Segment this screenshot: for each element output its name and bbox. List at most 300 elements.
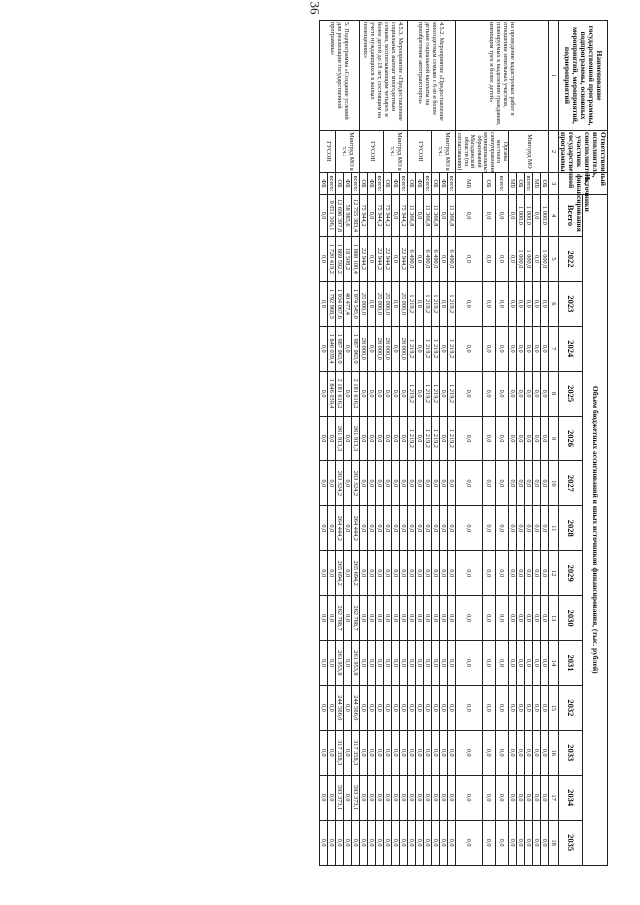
- amount-cell: 25 000,0: [376, 281, 384, 326]
- amount-cell: 0,0: [440, 551, 448, 596]
- header-year: 2025: [559, 371, 584, 416]
- row-source: всего:: [525, 173, 533, 195]
- amount-cell: 0,0: [541, 820, 549, 865]
- column-number: 16: [549, 730, 559, 775]
- amount-cell: 1 888 100,4: [352, 237, 360, 282]
- amount-cell: 0,0: [533, 820, 541, 865]
- amount-cell: 0,0: [496, 237, 509, 282]
- amount-cell: 0,0: [483, 685, 496, 730]
- amount-cell: 0,0: [328, 506, 336, 551]
- amount-cell: 0,0: [416, 820, 424, 865]
- amount-cell: 0,0: [456, 416, 483, 461]
- amount-cell: 0,0: [517, 775, 525, 820]
- amount-cell: 0,0: [496, 326, 509, 371]
- amount-cell: 0,0: [344, 461, 352, 506]
- amount-cell: 0,0: [533, 730, 541, 775]
- table-row: [400, 21, 408, 866]
- amount-cell: 0,0: [376, 775, 384, 820]
- amount-cell: 0,0: [368, 641, 376, 686]
- amount-cell: 0,0: [525, 461, 533, 506]
- row-source: всего:: [352, 173, 360, 195]
- amount-cell: 11 366,8: [424, 195, 432, 237]
- amount-cell: 0,0: [440, 371, 448, 416]
- amount-cell: 0,0: [392, 730, 400, 775]
- amount-cell: 0,0: [533, 326, 541, 371]
- amount-cell: 0,0: [384, 416, 392, 461]
- amount-cell: 0,0: [344, 551, 352, 596]
- amount-cell: 0,0: [517, 641, 525, 686]
- amount-cell: 0,0: [432, 596, 440, 641]
- amount-cell: 0,0: [517, 371, 525, 416]
- amount-cell: 0,0: [392, 416, 400, 461]
- amount-cell: 0,0: [456, 730, 483, 775]
- amount-cell: 0,0: [432, 730, 440, 775]
- table-body: [320, 21, 549, 866]
- amount-cell: 0,0: [509, 730, 517, 775]
- amount-cell: 0,0: [384, 371, 392, 416]
- amount-cell: 265 694,2: [352, 551, 360, 596]
- amount-cell: 0,0: [376, 551, 384, 596]
- amount-cell: 1 219,2: [424, 326, 432, 371]
- page-number: 36: [307, 1, 323, 15]
- amount-cell: 1 219,2: [424, 416, 432, 461]
- amount-cell: 263 324,2: [352, 461, 360, 506]
- amount-cell: 0,0: [344, 641, 352, 686]
- amount-cell: 0,0: [533, 551, 541, 596]
- amount-cell: 75 944,2: [376, 195, 384, 237]
- amount-cell: 0,0: [360, 596, 368, 641]
- column-number: 12: [549, 551, 559, 596]
- amount-cell: 0,0: [400, 596, 408, 641]
- row-source: ОБ: [408, 173, 416, 195]
- amount-cell: 0,0: [416, 416, 424, 461]
- amount-cell: 0,0: [320, 371, 328, 416]
- amount-cell: 0,0: [525, 685, 533, 730]
- amount-cell: 1 219,2: [424, 371, 432, 416]
- amount-cell: 0,0: [384, 775, 392, 820]
- row-responsible: Минтруд МО в т.ч.:: [432, 131, 456, 173]
- amount-cell: 0,0: [360, 506, 368, 551]
- header-responsible: Ответственный исполнитель, соисполнитель, участник государственной программы: [559, 132, 608, 189]
- amount-cell: 0,0: [328, 596, 336, 641]
- amount-cell: 0,0: [416, 326, 424, 371]
- amount-cell: 6 490,0: [424, 237, 432, 282]
- table-row: [448, 21, 456, 866]
- amount-cell: 0,0: [360, 371, 368, 416]
- amount-cell: 0,0: [360, 641, 368, 686]
- column-number: 17: [549, 775, 559, 820]
- row-responsible: Минтруд МО в т.ч.:: [384, 131, 408, 173]
- amount-cell: 0,0: [483, 775, 496, 820]
- amount-cell: 0,0: [440, 820, 448, 865]
- amount-cell: 0,0: [400, 730, 408, 775]
- amount-cell: 0,0: [456, 237, 483, 282]
- amount-cell: 0,0: [320, 326, 328, 371]
- amount-cell: 0,0: [432, 506, 440, 551]
- amount-cell: 0,0: [517, 685, 525, 730]
- amount-cell: 0,0: [368, 416, 376, 461]
- amount-cell: 0,0: [376, 820, 384, 865]
- amount-cell: 0,0: [483, 551, 496, 596]
- amount-cell: 28 000,0: [400, 326, 408, 371]
- amount-cell: 0,0: [496, 281, 509, 326]
- amount-cell: 0,0: [440, 775, 448, 820]
- amount-cell: 2 181 616,2: [336, 371, 344, 416]
- amount-cell: 1 000,0: [541, 195, 549, 237]
- amount-cell: 0,0: [384, 596, 392, 641]
- amount-cell: 28 000,0: [376, 326, 384, 371]
- amount-cell: 0,0: [432, 685, 440, 730]
- amount-cell: 0,0: [344, 730, 352, 775]
- amount-cell: 0,0: [400, 506, 408, 551]
- amount-cell: 264 444,2: [352, 506, 360, 551]
- amount-cell: 0,0: [344, 596, 352, 641]
- amount-cell: 0,0: [456, 461, 483, 506]
- amount-cell: 0,0: [533, 371, 541, 416]
- amount-cell: 1 846 039,4: [328, 326, 336, 371]
- amount-cell: 0,0: [496, 820, 509, 865]
- amount-cell: 0,0: [384, 551, 392, 596]
- amount-cell: 0,0: [408, 685, 416, 730]
- amount-cell: 0,0: [456, 685, 483, 730]
- amount-cell: 0,0: [320, 195, 328, 237]
- row-name: на проведение кадастровых работ в отношении земельных участков, планируемых к выделению гражданам, имеющим трех и более детей»: [456, 21, 549, 131]
- amount-cell: 0,0: [344, 820, 352, 865]
- amount-cell: 0,0: [384, 506, 392, 551]
- amount-cell: 0,0: [517, 506, 525, 551]
- amount-cell: 0,0: [392, 641, 400, 686]
- amount-cell: 0,0: [440, 195, 448, 237]
- amount-cell: 244 566,0: [352, 685, 360, 730]
- amount-cell: 0,0: [517, 551, 525, 596]
- row-source: всего:: [328, 173, 336, 195]
- amount-cell: 0,0: [525, 596, 533, 641]
- header-year: 2035: [559, 820, 584, 865]
- amount-cell: 0,0: [328, 685, 336, 730]
- amount-cell: 2 181 616,2: [352, 371, 360, 416]
- amount-cell: 22 944,2: [376, 237, 384, 282]
- amount-cell: 0,0: [320, 596, 328, 641]
- amount-cell: 0,0: [483, 237, 496, 282]
- amount-cell: 0,0: [360, 730, 368, 775]
- amount-cell: 0,0: [360, 551, 368, 596]
- amount-cell: 1 219,2: [448, 326, 456, 371]
- row-source: ФБ: [320, 173, 328, 195]
- header-year: 2024: [559, 326, 584, 371]
- amount-cell: 0,0: [496, 371, 509, 416]
- header-year: 2029: [559, 551, 584, 596]
- amount-cell: 0,0: [517, 416, 525, 461]
- amount-cell: 0,0: [525, 820, 533, 865]
- amount-cell: 263 324,2: [336, 461, 344, 506]
- amount-cell: 0,0: [509, 461, 517, 506]
- amount-cell: 0,0: [509, 551, 517, 596]
- row-name: 4.5.2. Мероприятие «Предоставление многодетным семьям с 6-ю и более детьми социальной выплаты на приобретение автотранспорта»: [408, 21, 456, 131]
- amount-cell: 0,0: [328, 551, 336, 596]
- column-number: 6: [549, 281, 559, 326]
- amount-cell: 0,0: [509, 820, 517, 865]
- amount-cell: 0,0: [525, 326, 533, 371]
- amount-cell: 0,0: [360, 685, 368, 730]
- amount-cell: 0,0: [392, 820, 400, 865]
- amount-cell: 1 219,2: [448, 281, 456, 326]
- amount-cell: 0,0: [360, 416, 368, 461]
- amount-cell: 0,0: [368, 506, 376, 551]
- amount-cell: 1 219,2: [408, 371, 416, 416]
- amount-cell: 0,0: [392, 551, 400, 596]
- amount-cell: 0,0: [533, 685, 541, 730]
- row-source: всего:: [496, 173, 509, 195]
- amount-cell: 6 490,0: [432, 237, 440, 282]
- amount-cell: 261 913,3: [336, 416, 344, 461]
- column-number: 18: [549, 820, 559, 865]
- amount-cell: 0,0: [525, 775, 533, 820]
- amount-cell: 0,0: [416, 730, 424, 775]
- amount-cell: 0,0: [408, 551, 416, 596]
- table-row: [352, 21, 360, 866]
- column-number: 9: [549, 416, 559, 461]
- row-source: ФБ: [440, 173, 448, 195]
- amount-cell: 0,0: [392, 237, 400, 282]
- amount-cell: 0,0: [432, 820, 440, 865]
- amount-cell: 0,0: [400, 551, 408, 596]
- amount-cell: 0,0: [320, 416, 328, 461]
- amount-cell: 1 219,2: [448, 416, 456, 461]
- amount-cell: 1 000,0: [525, 237, 533, 282]
- amount-cell: 0,0: [509, 281, 517, 326]
- amount-cell: 0,0: [483, 326, 496, 371]
- amount-cell: 0,0: [368, 461, 376, 506]
- amount-cell: 0,0: [517, 820, 525, 865]
- amount-cell: 0,0: [432, 551, 440, 596]
- amount-cell: 58 985,6: [344, 195, 352, 237]
- amount-cell: 0,0: [541, 281, 549, 326]
- row-responsible: Минтруд МО: [509, 131, 549, 173]
- amount-cell: 262 768,7: [336, 596, 344, 641]
- header-year: 2026: [559, 416, 584, 461]
- amount-cell: 0,0: [328, 416, 336, 461]
- amount-cell: 0,0: [392, 326, 400, 371]
- amount-cell: 244 566,0: [336, 685, 344, 730]
- amount-cell: 0,0: [541, 730, 549, 775]
- amount-cell: 9 051 506,1: [328, 195, 336, 237]
- amount-cell: 0,0: [384, 730, 392, 775]
- amount-cell: 1 934 067,6: [336, 281, 344, 326]
- amount-cell: 593 373,1: [336, 775, 344, 820]
- amount-cell: 0,0: [344, 506, 352, 551]
- amount-cell: 0,0: [408, 461, 416, 506]
- row-source: ОБ: [432, 173, 440, 195]
- amount-cell: 0,0: [448, 506, 456, 551]
- column-number: 14: [549, 641, 559, 686]
- amount-cell: 317 358,3: [336, 730, 344, 775]
- column-number: 1: [549, 21, 559, 131]
- amount-cell: 0,0: [392, 685, 400, 730]
- amount-cell: 1 219,2: [408, 281, 416, 326]
- amount-cell: 1 720 419,2: [328, 237, 336, 282]
- amount-cell: 317 358,3: [352, 730, 360, 775]
- amount-cell: 0,0: [328, 775, 336, 820]
- amount-cell: 0,0: [456, 371, 483, 416]
- amount-cell: 0,0: [541, 641, 549, 686]
- table-row: [496, 21, 509, 866]
- amount-cell: 0,0: [400, 461, 408, 506]
- amount-cell: 1 219,2: [432, 326, 440, 371]
- amount-cell: 0,0: [392, 195, 400, 237]
- amount-cell: 11 366,8: [408, 195, 416, 237]
- amount-cell: 593 373,1: [352, 775, 360, 820]
- amount-cell: 0,0: [448, 730, 456, 775]
- amount-cell: 0,0: [344, 371, 352, 416]
- row-source: МБ: [509, 173, 517, 195]
- amount-cell: 6 490,0: [408, 237, 416, 282]
- amount-cell: 0,0: [360, 461, 368, 506]
- row-responsible: Органы местного самоуправления муниципальных образований Магаданской области (по согласованию): [456, 132, 508, 174]
- amount-cell: 0,0: [336, 820, 344, 865]
- table-row: [376, 21, 384, 866]
- amount-cell: 0,0: [533, 416, 541, 461]
- amount-cell: 0,0: [525, 416, 533, 461]
- amount-cell: 0,0: [483, 596, 496, 641]
- amount-cell: 262 768,7: [352, 596, 360, 641]
- amount-cell: 0,0: [440, 685, 448, 730]
- amount-cell: 0,0: [525, 371, 533, 416]
- amount-cell: 0,0: [320, 551, 328, 596]
- amount-cell: 1 869 592,2: [336, 237, 344, 282]
- header-year: 2028: [559, 506, 584, 551]
- amount-cell: 0,0: [517, 461, 525, 506]
- amount-cell: 0,0: [483, 506, 496, 551]
- amount-cell: 0,0: [320, 641, 328, 686]
- amount-cell: 0,0: [376, 461, 384, 506]
- row-source: ОБ: [541, 173, 549, 195]
- amount-cell: 0,0: [509, 326, 517, 371]
- amount-cell: 0,0: [392, 775, 400, 820]
- amount-cell: 261 913,3: [352, 416, 360, 461]
- amount-cell: 25 000,0: [384, 281, 392, 326]
- amount-cell: 0,0: [483, 461, 496, 506]
- column-numbers-row: [549, 21, 559, 866]
- amount-cell: 0,0: [496, 551, 509, 596]
- amount-cell: 22 944,2: [384, 237, 392, 282]
- amount-cell: 1 000,0: [541, 237, 549, 282]
- amount-cell: 0,0: [320, 461, 328, 506]
- amount-cell: 0,0: [368, 685, 376, 730]
- amount-cell: 0,0: [525, 730, 533, 775]
- amount-cell: 0,0: [533, 506, 541, 551]
- amount-cell: 1 000,0: [517, 195, 525, 237]
- amount-cell: 0,0: [376, 596, 384, 641]
- amount-cell: 0,0: [416, 237, 424, 282]
- header-name: Наименование государственной программы, подпрограммы, основных мероприятий, мероприятий, подмероприятий: [559, 21, 608, 131]
- amount-cell: 0,0: [533, 775, 541, 820]
- amount-cell: 1 219,2: [424, 281, 432, 326]
- amount-cell: 1 974 545,0: [352, 281, 360, 326]
- header-total: Всего: [559, 195, 584, 237]
- amount-cell: 0,0: [408, 820, 416, 865]
- amount-cell: 0,0: [509, 641, 517, 686]
- amount-cell: 0,0: [376, 506, 384, 551]
- amount-cell: 265 694,2: [336, 551, 344, 596]
- amount-cell: 0,0: [416, 506, 424, 551]
- amount-cell: 0,0: [392, 596, 400, 641]
- amount-cell: 0,0: [424, 506, 432, 551]
- amount-cell: 0,0: [344, 685, 352, 730]
- amount-cell: 0,0: [483, 820, 496, 865]
- row-name: 4.5.3. Мероприятие «Предоставление социальных выплат многодетным семьям, воспитывающим четырех и более детей до 18 лет, состоящим на учете нуждающихся в жилых помещениях»: [360, 21, 408, 131]
- amount-cell: 0,0: [496, 775, 509, 820]
- amount-cell: 0,0: [496, 641, 509, 686]
- amount-cell: 1 219,2: [432, 371, 440, 416]
- row-source: МБ: [533, 173, 541, 195]
- amount-cell: 1 219,2: [432, 281, 440, 326]
- amount-cell: 0,0: [440, 416, 448, 461]
- amount-cell: 0,0: [408, 730, 416, 775]
- amount-cell: 0,0: [320, 775, 328, 820]
- amount-cell: 40 477,4: [344, 281, 352, 326]
- amount-cell: 0,0: [541, 416, 549, 461]
- amount-cell: 0,0: [509, 237, 517, 282]
- amount-cell: 0,0: [416, 641, 424, 686]
- amount-cell: 0,0: [376, 641, 384, 686]
- amount-cell: 0,0: [424, 551, 432, 596]
- amount-cell: 0,0: [509, 416, 517, 461]
- amount-cell: 0,0: [525, 551, 533, 596]
- column-number: 5: [549, 237, 559, 282]
- amount-cell: 0,0: [448, 820, 456, 865]
- amount-cell: 1 000,0: [525, 195, 533, 237]
- amount-cell: 0,0: [392, 506, 400, 551]
- amount-cell: 0,0: [328, 730, 336, 775]
- header-year: 2022: [559, 237, 584, 282]
- amount-cell: 0,0: [320, 685, 328, 730]
- amount-cell: 261 953,8: [352, 641, 360, 686]
- amount-cell: 0,0: [456, 641, 483, 686]
- amount-cell: 0,0: [496, 596, 509, 641]
- column-number: 10: [549, 461, 559, 506]
- row-source: ОБ: [336, 173, 344, 195]
- amount-cell: 0,0: [368, 775, 376, 820]
- amount-cell: 0,0: [400, 416, 408, 461]
- amount-cell: 264 444,2: [336, 506, 344, 551]
- column-number: 4: [549, 195, 559, 237]
- column-number: 3: [549, 173, 559, 195]
- header-year: 2034: [559, 775, 584, 820]
- amount-cell: 25 000,0: [360, 281, 368, 326]
- amount-cell: 0,0: [376, 685, 384, 730]
- amount-cell: 0,0: [424, 641, 432, 686]
- amount-cell: 0,0: [440, 326, 448, 371]
- amount-cell: 0,0: [533, 237, 541, 282]
- amount-cell: 0,0: [320, 506, 328, 551]
- amount-cell: 0,0: [344, 326, 352, 371]
- amount-cell: 0,0: [400, 371, 408, 416]
- header-year: 2031: [559, 641, 584, 686]
- amount-cell: 75 944,2: [360, 195, 368, 237]
- amount-cell: 0,0: [400, 685, 408, 730]
- amount-cell: 1 219,2: [408, 416, 416, 461]
- amount-cell: 0,0: [541, 551, 549, 596]
- amount-cell: 0,0: [440, 730, 448, 775]
- amount-cell: 75 944,2: [400, 195, 408, 237]
- row-source: ОБ: [384, 173, 392, 195]
- amount-cell: 0,0: [509, 371, 517, 416]
- amount-cell: 0,0: [368, 281, 376, 326]
- column-number: 7: [549, 326, 559, 371]
- amount-cell: 0,0: [416, 551, 424, 596]
- amount-cell: 0,0: [496, 416, 509, 461]
- amount-cell: 0,0: [525, 281, 533, 326]
